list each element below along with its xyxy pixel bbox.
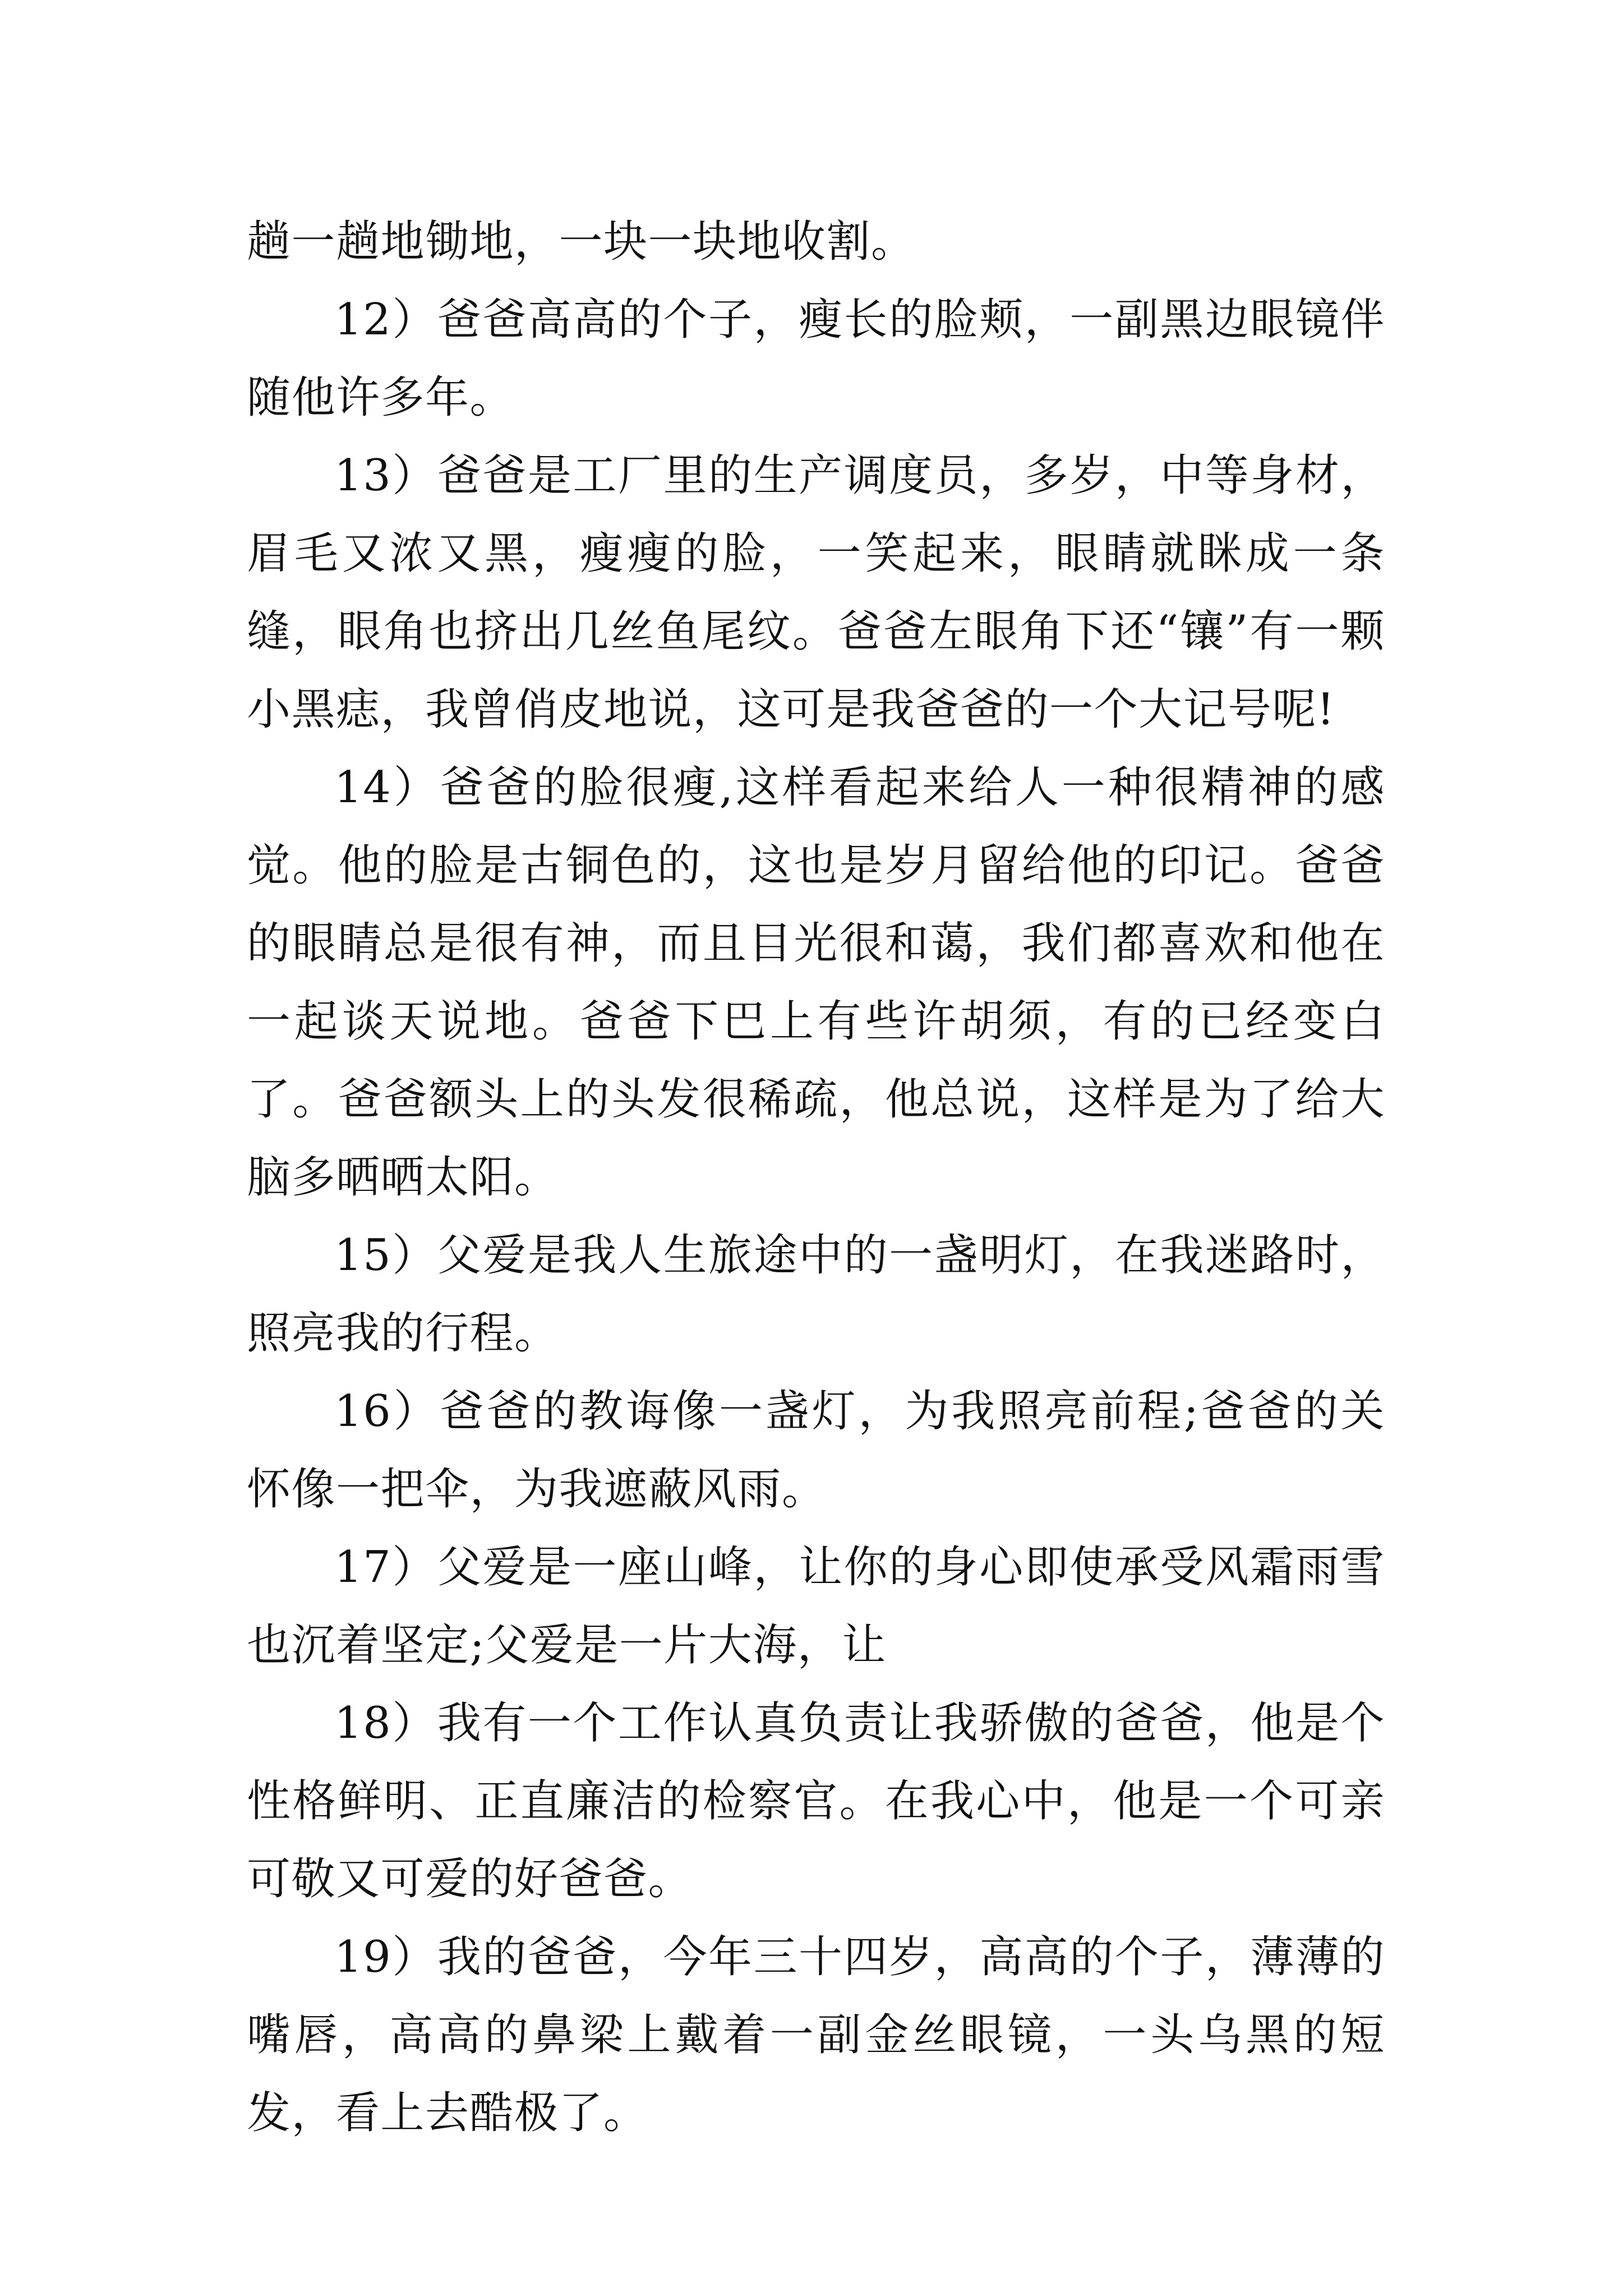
paragraph-18: 18）我有一个工作认真负责让我骄傲的爸爸，他是个性格鲜明、正直廉洁的检察官。在我心中，他是一个可亲可敬又可爱的好爸爸。 (247, 1698, 1385, 1904)
document-body (247, 203, 1385, 2152)
paragraph-16: 16）爸爸的教诲像一盏灯，为我照亮前程;爸爸的关怀像一把伞，为我遮蔽风雨。 (247, 1386, 1385, 1515)
paragraph-13: 13）爸爸是工厂里的生产调度员，多岁，中等身材，眉毛又浓又黑，瘦瘦的脸，一笑起来，眼睛就眯成一条缝，眼角也挤出几丝鱼尾纹。爸爸左眼角下还“镶”有一颗小黑痣，我曾俏皮地说，这可是我爸爸的一个大记号呢! (247, 450, 1385, 735)
paragraph-15: 15）父爱是我人生旅途中的一盏明灯，在我迷路时，照亮我的行程。 (247, 1230, 1385, 1359)
paragraph-14: 14）爸爸的脸很瘦,这样看起来给人一种很精神的感觉。他的脸是古铜色的，这也是岁月留给他的印记。爸爸的眼睛总是很有神，而且目光很和蔼，我们都喜欢和他在一起谈天说地。爸爸下巴上有些许胡须，有的已经变白了。爸爸额头上的头发很稀疏，他总说，这样是为了给大脑多晒晒太阳。 (247, 762, 1385, 1203)
paragraph-12: 12）爸爸高高的个子，瘦长的脸颊，一副黑边眼镜伴随他许多年。 (247, 295, 1385, 423)
paragraph-17: 17）父爱是一座山峰，让你的身心即使承受风霜雨雪也沉着坚定;父爱是一片大海，让 (247, 1542, 1385, 1671)
paragraph-continuation: 趟一趟地锄地，一块一块地收割。 (247, 217, 916, 267)
paragraph-19: 19）我的爸爸，今年三十四岁，高高的个子，薄薄的嘴唇，高高的鼻梁上戴着一副金丝眼镜，一头乌黑的短发，看上去酷极了。 (247, 1932, 1385, 2138)
